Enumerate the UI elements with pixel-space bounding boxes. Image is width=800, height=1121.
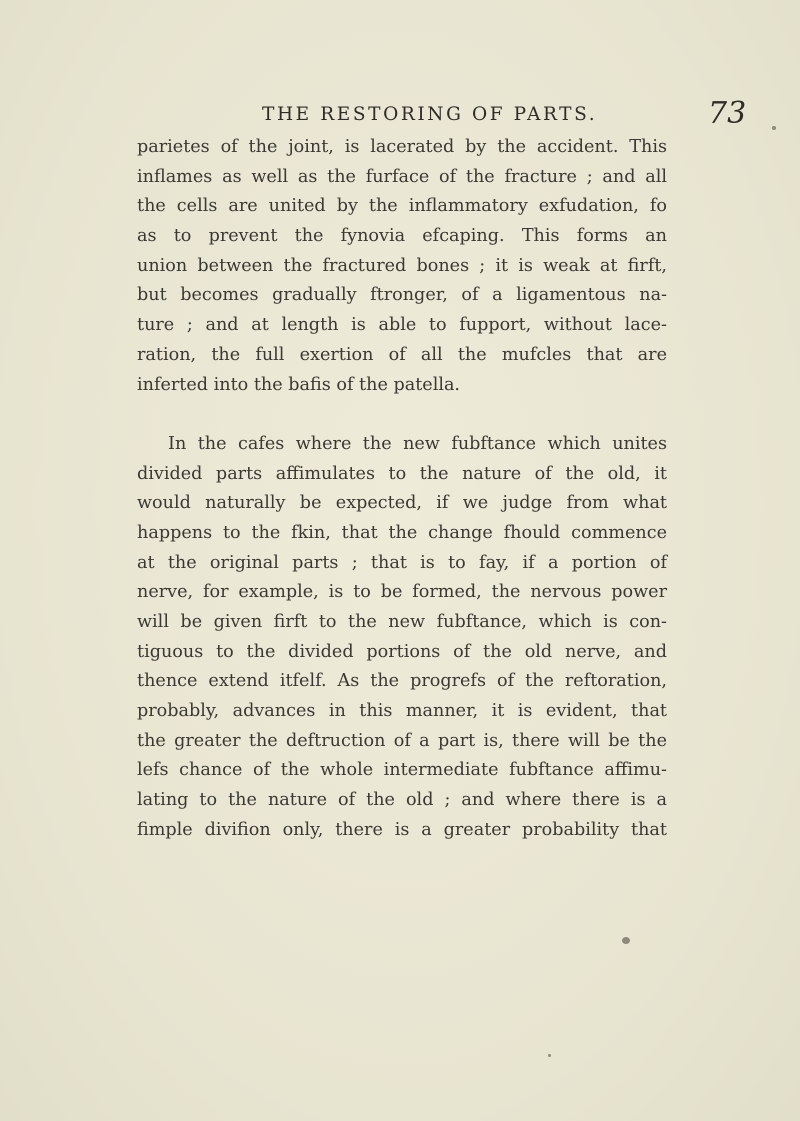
text-line: lefs chance of the whole intermediate fubftance affimu- [137,760,667,781]
text-line: the greater the deftruction of a part is, there will be the [137,730,667,751]
paper-speck [772,126,776,130]
text-line: union between the fractured bones ; it is weak at firft, [137,255,667,276]
page-number: 73 [708,96,747,131]
body-text [137,133,667,846]
text-line: parietes of the joint, is lacerated by the accident. This [137,137,667,157]
paragraph-2 [137,430,667,846]
text-line: will be given firft to the new fubftance, which is con- [137,612,667,632]
text-line: lating to the nature of the old ; and where there is a [137,790,667,811]
paper-speck [622,937,630,944]
text-line: happens to the fkin, that the change fhould commence [137,522,667,543]
running-title: THE RESTORING OF PARTS. [262,104,598,125]
text-line: ture ; and at length is able to fupport, without lace- [137,315,667,336]
text-line: at the original parts ; that is to fay, if a portion of [137,552,667,573]
paragraph-1 [137,133,667,400]
text-line: inferted into the bafis of the patella. [137,374,461,395]
page-header [0,96,800,136]
paper-speck [548,1054,551,1057]
text-line: ration, the full exertion of all the mufcles that are [137,344,667,365]
text-line: inflames as well as the furface of the fracture ; and all [137,166,667,187]
text-line: In the cafes where the new fubftance which unites [168,433,667,454]
text-line: but becomes gradually ftronger, of a ligamentous na- [137,285,667,306]
text-line: probably, advances in this manner, it is evident, that [137,701,667,722]
text-line: the cells are united by the inflammatory exfudation, fo [137,196,667,217]
text-line: divided parts affimulates to the nature of the old, it [137,463,667,484]
text-line: nerve, for example, is to be formed, the nervous power [137,582,667,603]
text-line: tiguous to the divided portions of the old nerve, and [137,641,667,662]
text-line: as to prevent the fynovia efcaping. This forms an [137,226,667,247]
text-line: would naturally be expected, if we judge from what [137,493,667,514]
text-line: thence extend itfelf. As the progrefs of the reftoration, [137,671,667,692]
text-line: fimple divifion only, there is a greater probability that [137,819,667,840]
